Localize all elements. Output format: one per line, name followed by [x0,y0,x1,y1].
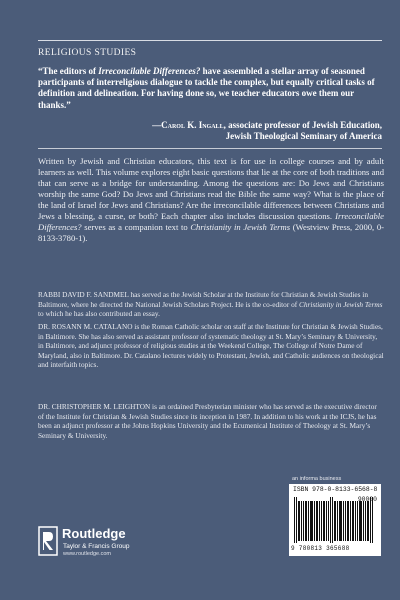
barcode-number: 9 780813 365688 [291,545,350,552]
publisher-name: Routledge [62,526,126,541]
routledge-logo-icon [38,526,58,556]
endorsement-pre: “The editors of [38,66,99,76]
barcode [289,484,381,556]
publisher-url: www.routledge.com [63,551,111,557]
bio-book-title: Christianity in Jewish Terms [299,299,383,309]
informa-tagline: an informa business [292,476,342,482]
description-end: (Westview Press, 2000, 0-8133-3780-1). [38,222,384,243]
description-mid: serves as a companion text to [81,222,191,232]
endorser-name: —Carol K. Ingall [152,120,224,130]
endorsement-book-title: Irreconcilable Differences? [98,66,201,76]
bio-catalano [38,322,384,370]
description-book-title: Irreconcilable Differences? [38,211,384,232]
bio-text: DR. ROSANN M. CATALANO is the Roman Catholic scholar on staff at the Institute for Christian & Jewish Studies, in Baltimore. She has also served as assistant professor of systematic theology at St. Mary’s Seminary & University, in Baltimore, and adjunct professor of religious studies at the Weekend College, The College of Notre Dame of Maryland, also in Baltimore. Dr. Catalano lectures widely to Protestant, Jewish, and Catholic audiences on theological and interfaith topics. [38,322,384,370]
price-code: 90000 [357,496,377,503]
endorser-institution: Jewish Theological Seminary of America [225,131,382,142]
category-label: RELIGIOUS STUDIES [38,48,137,58]
bio-text-end: to which he has also contributed an essay. [38,309,160,319]
bio-text: RABBI DAVID F. SANDMEL has served as the Jewish Scholar at the Institute for Christian & Jewish Studies in Baltimore, where he directed the National Jewish Scholars Project. He is the co-editor of [38,290,368,309]
bio-text: DR. CHRISTOPHER M. LEIGHTON is an ordained Presbyterian minister who has served as the executive director of the Institute for Christian & Jewish Studies since its inception in 1987. In addition to his work at the ICJS, he has been an adjunct professor at the Johns Hopkins University and the Ecumenical Institute of Theology at St. Mary’s Seminary & University. [38,402,377,440]
book-description [38,156,384,244]
middle-divider [38,148,382,149]
bio-leighton [38,402,384,440]
endorser-role: , associate professor of Jewish Education, [223,120,382,130]
description-text: Written by Jewish and Christian educators, this text is for use in college courses and by adult learners as well. This volume explores eight basic questions that lie at the core of both traditions and that can serve as a bridge for understanding. Among the questions are: Do Jews and Christians worship the same God? Do Jews and Christians read the Bible the same way? What is the place of the land of Israel for Jews and Christians? Are the irreconcilable differences between Christians and Jews a blessing, a curse, or both? Each chapter also includes discussion questions. [38,156,384,221]
endorsement-post: have assembled a stellar array of seasoned participants of interreligious dialogue to tackle the complex, but equally critical tasks of definition and delineation. For having done so, we teacher educators owe them our thanks.” [38,66,375,110]
isbn-label: ISBN 978-0-8133-6568-8 [293,486,378,493]
endorsement-attribution [42,120,382,142]
endorsement-quote [38,66,382,111]
publisher-group: Taylor & Francis Group [63,543,130,550]
bio-sandmel [38,290,384,319]
top-divider [38,40,382,41]
companion-title: Christianity in Jewish Terms [190,222,291,232]
